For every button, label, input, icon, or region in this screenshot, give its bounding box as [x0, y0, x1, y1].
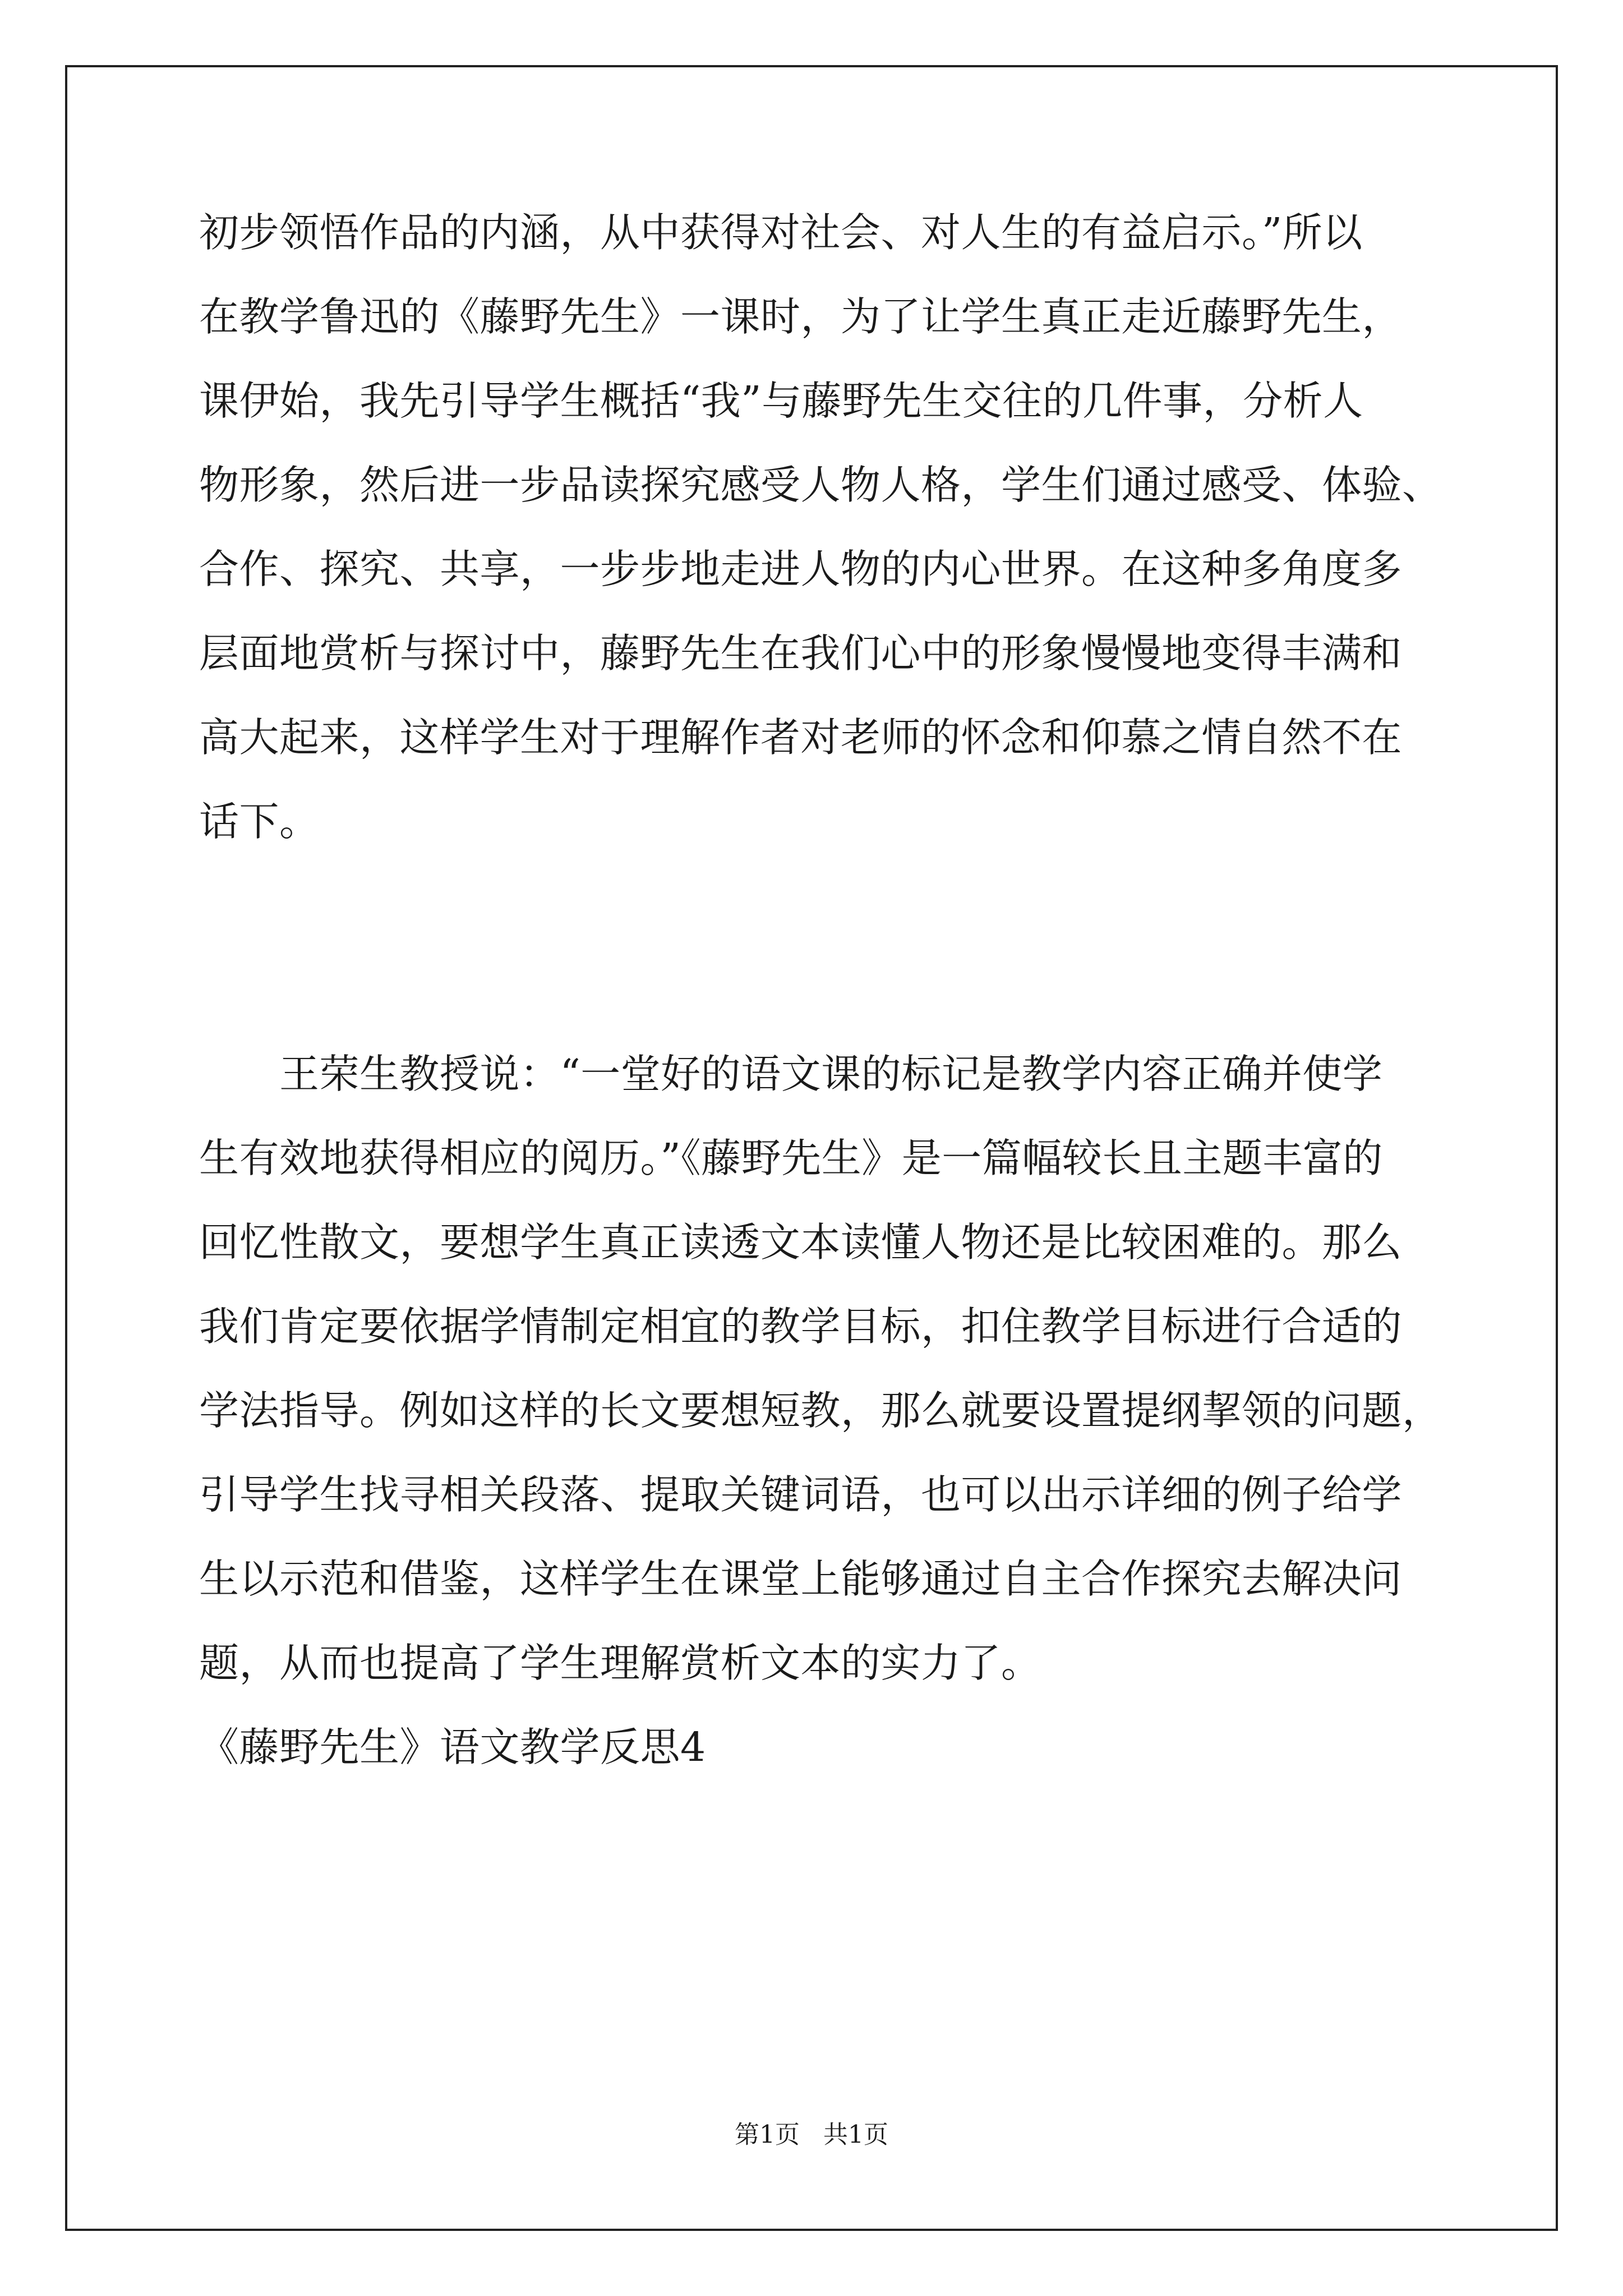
body-text-line: 生有效地获得相应的阅历。”《藤野先生》是一篇幅较长且主题丰富的 — [199, 1135, 1383, 1181]
body-text-line: 在教学鲁迅的《藤野先生》一课时，为了让学生真正走近藤野先生， — [199, 293, 1403, 340]
body-text-line: 层面地赏析与探讨中，藤野先生在我们心中的形象慢慢地变得丰满和 — [199, 630, 1403, 677]
body-text-line: 话下。 — [199, 798, 320, 845]
body-text-line: 合作、探究、共享，一步步地走进人物的内心世界。在这种多角度多 — [199, 546, 1403, 592]
paragraph-first-line: 王荣生教授说：“一堂好的语文课的标记是教学内容正确并使学 — [279, 1051, 1383, 1097]
body-text-line: 我们肯定要依据学情制定相宜的教学目标，扣住教学目标进行合适的 — [199, 1303, 1403, 1350]
body-text-line: 生以示范和借鉴，这样学生在课堂上能够通过自主合作探究去解决问 — [199, 1556, 1403, 1602]
page-number-footer: 第1页 共1页 — [735, 2120, 888, 2149]
body-text-line: 物形象，然后进一步品读探究感受人物人格，学生们通过感受、体验、 — [199, 462, 1442, 508]
body-text-line: 题，从而也提高了学生理解赏析文本的实力了。 — [199, 1640, 1041, 1686]
body-text-line: 回忆性散文，要想学生真正读透文本读懂人物还是比较困难的。那么 — [199, 1219, 1403, 1266]
body-text-line: 初步领悟作品的内涵，从中获得对社会、对人生的有益启示。”所以 — [199, 209, 1363, 256]
body-text-line: 高大起来，这样学生对于理解作者对老师的怀念和仰慕之情自然不在 — [199, 714, 1403, 761]
body-text-line: 学法指导。例如这样的长文要想短教，那么就要设置提纲挈领的问题， — [199, 1387, 1442, 1434]
section-heading: 《藤野先生》语文教学反思4 — [199, 1724, 706, 1770]
body-text-line: 课伊始，我先引导学生概括“我”与藤野先生交往的几件事，分析人 — [199, 378, 1363, 424]
body-text-line: 引导学生找寻相关段落、提取关键词语，也可以出示详细的例子给学 — [199, 1471, 1403, 1518]
